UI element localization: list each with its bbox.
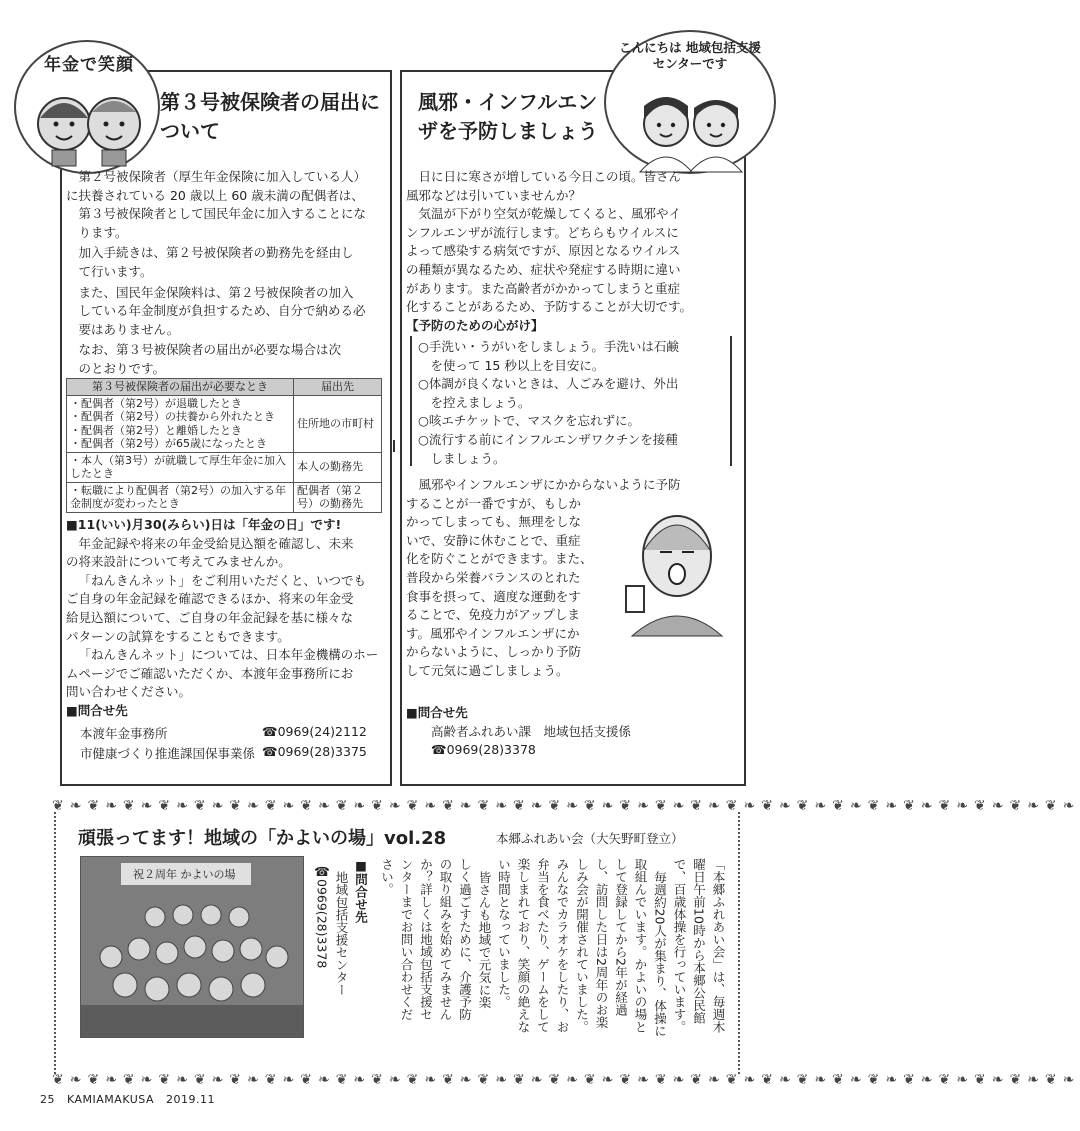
left-contact-2-phone: ☎0969(28)3375 bbox=[262, 744, 367, 759]
left-contact-2: 市健康づくり推進課国保事業係 bbox=[80, 746, 256, 761]
nenkin-paragraph-1: 年金記録や将来の年金受給見込額を確認し、未来 の将来設計について考えてみませんか。 bbox=[66, 535, 354, 570]
table-row: ・本人（第3号）が就職して厚生年金に加入したとき 本人の勤務先 bbox=[67, 452, 382, 482]
tip-item: ○咳エチケットで、マスクを忘れずに。 bbox=[418, 413, 641, 429]
right-title-line-1: 風邪・インフルエン bbox=[418, 90, 598, 114]
right-article-body bbox=[406, 168, 736, 335]
right-paragraph-1: 日に日に寒さが増している今日この頃。皆さん 風邪などは引いていませんか？ bbox=[406, 169, 682, 203]
kayoi-title: 頑張ってます！地域の「かよいの場」vol.28 bbox=[78, 828, 447, 849]
left-title-line-1: 第３号被保険者の届出に bbox=[160, 90, 380, 114]
nenkin-day-section bbox=[66, 516, 384, 721]
right-contact-heading: ■問合せ先 bbox=[406, 705, 468, 720]
left-paragraph-2: 加入手続きは、第２号被保険者の勤務先を経由し て行います。 bbox=[78, 245, 354, 279]
right-contact bbox=[406, 704, 736, 760]
column-divider bbox=[393, 440, 395, 452]
table-row: ・配偶者（第2号）が退職したとき ・配偶者（第2号）の扶養から外れたとき ・配偶者（第2号）と離婚したとき ・配偶者（第2号）が65歳になったとき 住所地の市町村 bbox=[67, 395, 382, 452]
tip-item: ○手洗い・うがいをしましょう。手洗いは石鹸 を使って 15 秒以上を目安に。 bbox=[418, 339, 679, 373]
tips-list bbox=[418, 338, 728, 468]
nenkin-paragraph-3: 「ねんきんネット」については、日本年金機構のホー ムページでご確認いただくか、本渡年金事務所にお 問い合わせください。 bbox=[66, 647, 379, 700]
sick-man-icon bbox=[622, 506, 732, 636]
table-header-case: 第３号被保険者の届出が必要なとき bbox=[67, 379, 294, 396]
left-paragraph-4: なお、第３号被保険者の届出が必要な場合は次 のとおりです。 bbox=[78, 342, 342, 376]
kayoi-contact-heading: ■問合せ先 bbox=[353, 858, 369, 923]
tips-heading: 【予防のための心がけ】 bbox=[406, 317, 544, 333]
closing-text: 風邪やインフルエンザにかからないように予防 することが一番ですが、もしか かってしまっても、無理をしな いで、安静に休むことで、重症 化を防ぐことができます。また、 普段から栄養バランスのとれた 食事を摂って、適度な運動をす ることで、免疫力がアップしま す。風邪やインフルエンザにか からないように、しっかり予防 して元気に過ごしましょう。 bbox=[406, 477, 681, 678]
right-article-title bbox=[418, 88, 608, 146]
left-title-line-2: ついて bbox=[160, 119, 220, 143]
vine-border-right bbox=[738, 812, 742, 1074]
nenkin-day-heading: ■11(いい)月30(みらい)日は「年金の日」です! bbox=[66, 517, 342, 532]
right-paragraph-2: 気温が下がり空気が乾燥してくると、風邪やイ ンフルエンザが流行します。どちらもウイルスに よって感染する病気ですが、原因となるウイルス の種類が異なるため、症状や発症する時期に違い があります。また高齢者がかかってしまうと重症 化することがあるため、予防することが大切です。 bbox=[406, 206, 693, 315]
nenkin-paragraph-2: 「ねんきんネット」をご利用いただくと、いつでも ご自身の年金記録を確認できるほか、将来の年金受 給見込額について、ご自身の年金記録を基に様々な パターンの試算をすることもできます。 bbox=[66, 572, 367, 644]
left-paragraph-3: また、国民年金保険料は、第２号被保険者の加入 している年金制度が負担するため、自分で納める必 要はありません。 bbox=[78, 284, 366, 337]
kayoi-contact bbox=[312, 858, 371, 1048]
table-header-dest: 届出先 bbox=[294, 379, 382, 396]
right-title-line-2: ザを予防しましょう bbox=[418, 119, 598, 143]
left-badge-text: 年金で笑顔 bbox=[44, 55, 134, 75]
tip-item: ○体調が良くないときは、人ごみを避け、外出 を控えましょう。 bbox=[418, 376, 679, 410]
group-photo-image bbox=[81, 857, 303, 1037]
left-contact-1-phone: ☎0969(24)2112 bbox=[262, 724, 367, 739]
page-number: 25 bbox=[40, 1093, 55, 1106]
right-contact-phone: ☎0969(28)3378 bbox=[431, 742, 536, 758]
photo-banner-text: 祝２周年 かよいの場 bbox=[133, 868, 236, 881]
tip-item: ○流行する前にインフルエンザワクチンを接種 しましょう。 bbox=[418, 431, 678, 466]
kayoi-contact-phone: ☎0969(28)3378 bbox=[314, 864, 330, 969]
kayoi-body: 「本郷ふれあい会」は、毎週木 曜日午前10時から本郷公民館 で、百歳体操を行っています。 毎週約20人が集まり、体操に 取組んでいます。かよいの場と して登録してから2年が経過 し、訪問した日は2周年のお楽 しみ会が開催されていました。 みんなでカラオケをしたり、お 弁当を食べたり、ゲームをして 楽しまれており、笑顔の絶えな い時間となっていました。 皆さんも地域で元気に楽 しく過ごすために、介護予防 の取り組みを始めてみません か？詳しくは地域包括支援セ ンターまでお問い合わせくだ さい。 bbox=[379, 858, 726, 1037]
kayoi-contact-name: 地域包括支援センター bbox=[334, 870, 349, 996]
magazine-name: KAMIAMAKUSA bbox=[67, 1093, 155, 1106]
left-contact-1: 本渡年金事務所 bbox=[80, 726, 168, 741]
right-contact-name: 高齢者ふれあい課 地域包括支援係 bbox=[431, 723, 632, 739]
group-photo bbox=[80, 856, 304, 1038]
vine-border-bottom: ❦❧❦❧❦❧❦❧❦❧❦❧❦❧❦❧❦❧❦❧❦❧❦❧❦❧❦❧❦❧❦❧❦❧❦❧❦❧❦❧❦❧❦❧❦❧❦❧❦❧❦❧❦❧❦❧❦❧ bbox=[52, 1072, 1080, 1088]
left-article-body bbox=[66, 168, 384, 379]
requirements-table bbox=[66, 378, 382, 513]
left-contact-heading: ■問合せ先 bbox=[66, 702, 128, 718]
vine-border-left bbox=[54, 812, 58, 1074]
table-row: ・転職により配偶者（第2号）の加入する年金制度が変わったとき 配偶者（第２号）の勤務先 bbox=[67, 482, 382, 512]
right-badge-text: こんにちは 地域包括支援センターです bbox=[619, 40, 761, 71]
left-article-title bbox=[160, 88, 380, 146]
vine-border-top: ❦❧❦❧❦❧❦❧❦❧❦❧❦❧❦❧❦❧❦❧❦❧❦❧❦❧❦❧❦❧❦❧❦❧❦❧❦❧❦❧❦❧❦❧❦❧❦❧❦❧❦❧❦❧❦❧❦❧ bbox=[52, 798, 1080, 814]
right-badge bbox=[604, 30, 776, 174]
issue-date: 2019.11 bbox=[166, 1093, 216, 1106]
left-badge bbox=[14, 40, 160, 174]
kayoi-subtitle: 本郷ふれあい会（大矢野町登立） bbox=[496, 831, 684, 846]
left-paragraph-1: 第２号被保険者（厚生年金保険に加入している人） に扶養されている 20 歳以上 60 歳未満の配偶者は、 第３号被保険者として国民年金に加入することにな ります。 bbox=[66, 169, 367, 240]
page-footer bbox=[40, 1093, 215, 1106]
